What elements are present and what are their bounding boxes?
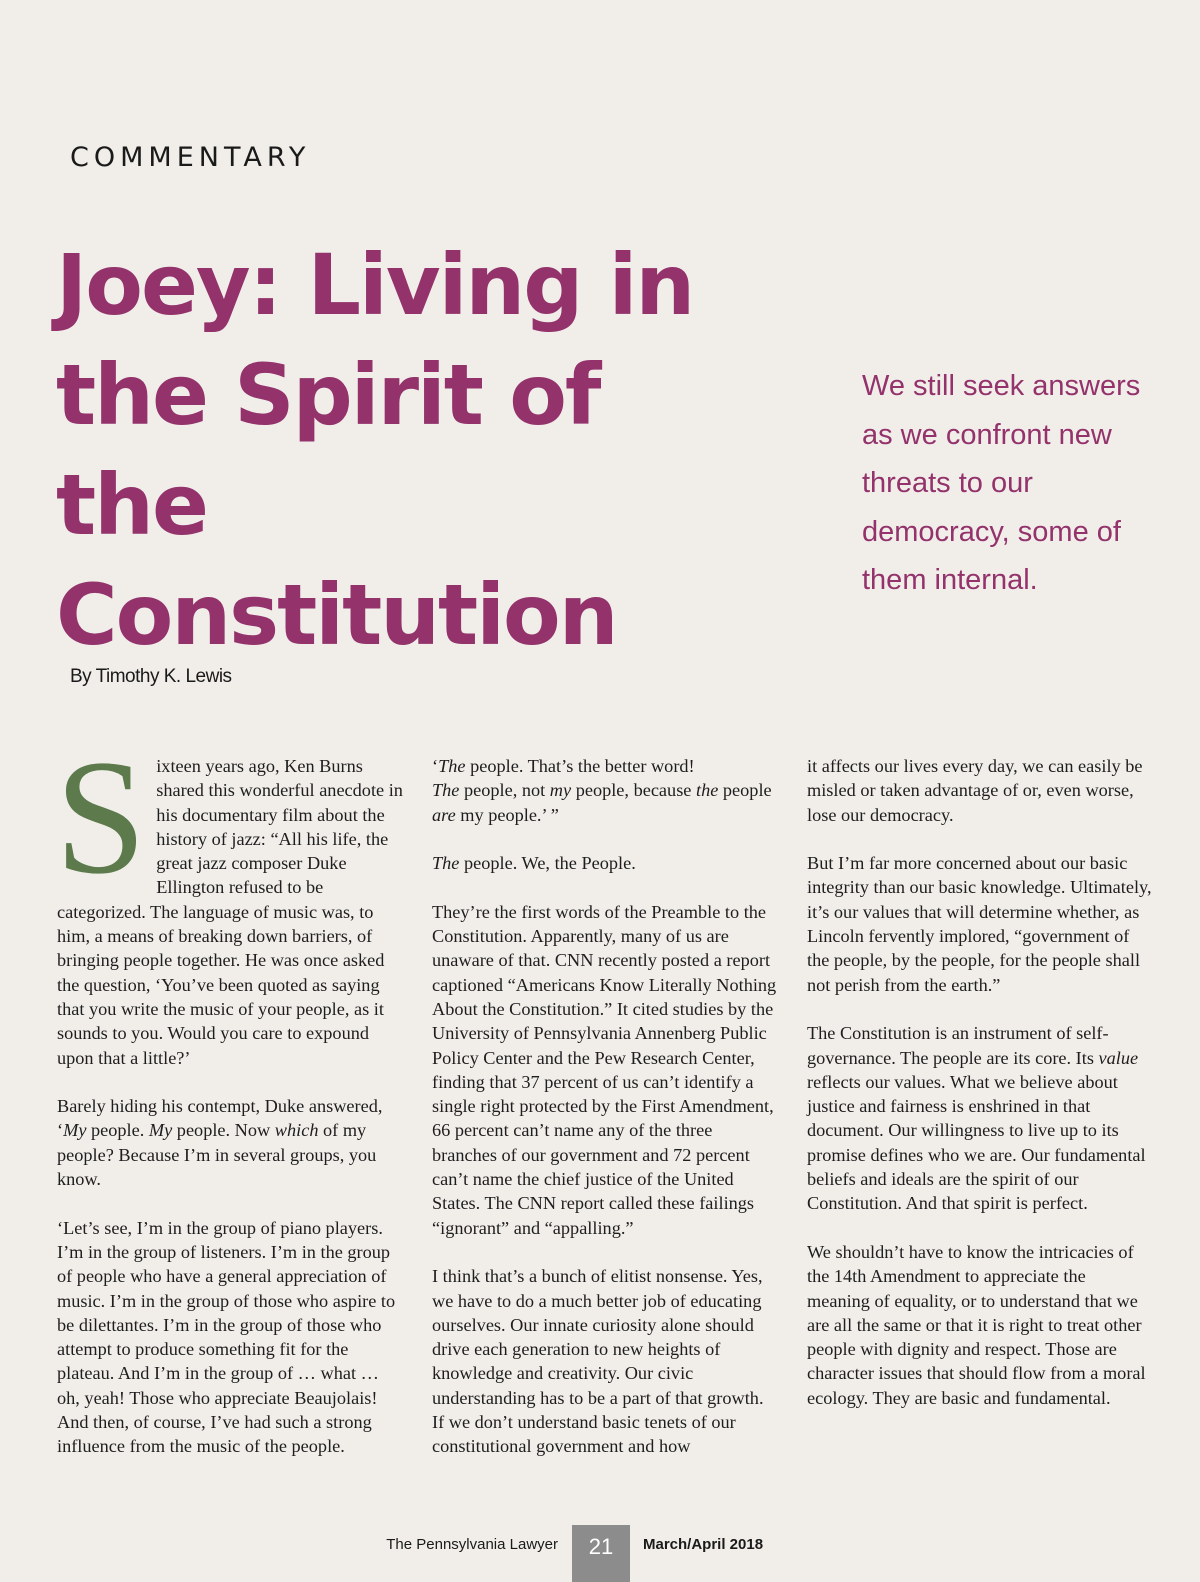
- body-paragraph: ‘Let’s see, I’m in the group of piano players. I’m in the group of listeners. I’m in the group of people who have a general appreciation of music. I’m in the group of those who aspire to be dilettantes. I’m in the group of those who attempt to produce something fit for the plateau. And I’m in the group of … what … oh, yeah! Those who appreciate Beaujolais! And then, of course, I’ve had such a strong influence from the music of the people.: [57, 1217, 396, 1457]
- footer-publication: The Pennsylvania Lawyer: [386, 1536, 558, 1553]
- body-paragraph: We shouldn’t have to know the intricacies of the 14th Amendment to appreciate the meaning of equality, or to understand that we are all the same or that it is right to treat other people with dignity and respect. Those are character issues that should flow from a moral ecology. They are basic and fundamental.: [807, 1241, 1146, 1408]
- body-paragraph: The people. We, the People.: [432, 853, 636, 874]
- article-headline: Joey: Living in the Spirit of the Constitution: [56, 236, 694, 664]
- body-paragraph: ‘The people. That’s the better word! The people, not my people, because the people are my people.’ ”: [432, 756, 772, 825]
- pullquote: We still seek answers as we confront new threats to our democracy, some of them internal.: [862, 370, 1141, 596]
- body-paragraph: I think that’s a bunch of elitist nonsense. Yes, we have to do a much better job of educating ourselves. Our innate curiosity alone should drive each generation to new heights of knowledge and creativity. Our civic understanding has to be a part of that growth. If we don’t understand basic tenets of our constitutional government and how: [432, 1266, 764, 1457]
- body-paragraph: Sixteen years ago, Ken Burns shared this wonderful anecdote in his documentary film about the history of jazz: “All his life, the great jazz composer Duke Ellington refused to be categorized. The language of music was, to him, a means of breaking down barriers, of bringing people together. He was once asked the question, ‘You’ve been quoted as saying that you write the music of your people, as it sounds to you. Would you care to expound upon that a little?’: [55, 727, 403, 1068]
- body-paragraph: They’re the first words of the Preamble to the Constitution. Apparently, many of us are unaware of that. CNN recently posted a report captioned “Americans Know Literally Nothing About the Constitution.” It cited studies by the University of Pennsylvania Annenberg Public Policy Center and the Pew Research Center, finding that 37 percent of us can’t identify a single right protected by the First Amendment, 66 percent can’t name any of the three branches of our government and 72 percent can’t name the chief justice of the United States. The CNN report called these failings “ignorant” and “appalling.”: [432, 901, 777, 1238]
- body-paragraph: The Constitution is an instrument of self-governance. The people are its core. Its value reflects our values. What we believe about justice and fairness is enshrined in that document. Our willingness to live up to its promise defines who we are. Our fundamental beliefs and ideals are the spirit of our Constitution. And that spirit is perfect.: [807, 1023, 1146, 1214]
- body-column-1: [55, 727, 403, 1483]
- body-column-2: [432, 754, 778, 1483]
- body-column-3: [807, 754, 1153, 1434]
- body-paragraph: it affects our lives every day, we can easily be misled or taken advantage of or, even worse, lose our democracy.: [807, 756, 1143, 825]
- drop-cap: S: [55, 727, 147, 908]
- page-number: 21: [572, 1525, 630, 1582]
- section-label: COMMENTARY: [70, 142, 311, 173]
- footer-issue-date: March/April 2018: [643, 1536, 764, 1553]
- body-paragraph: Barely hiding his contempt, Duke answered, ‘My people. My people. Now which of my people? Because I’m in several groups, you know.: [57, 1096, 383, 1190]
- body-paragraph: But I’m far more concerned about our basic integrity than our basic knowledge. Ultimately, it’s our values that will determine whether, as Lincoln fervently implored, “government of the people, by the people, for the people shall not perish from the earth.”: [807, 853, 1152, 995]
- byline: By Timothy K. Lewis: [70, 666, 232, 687]
